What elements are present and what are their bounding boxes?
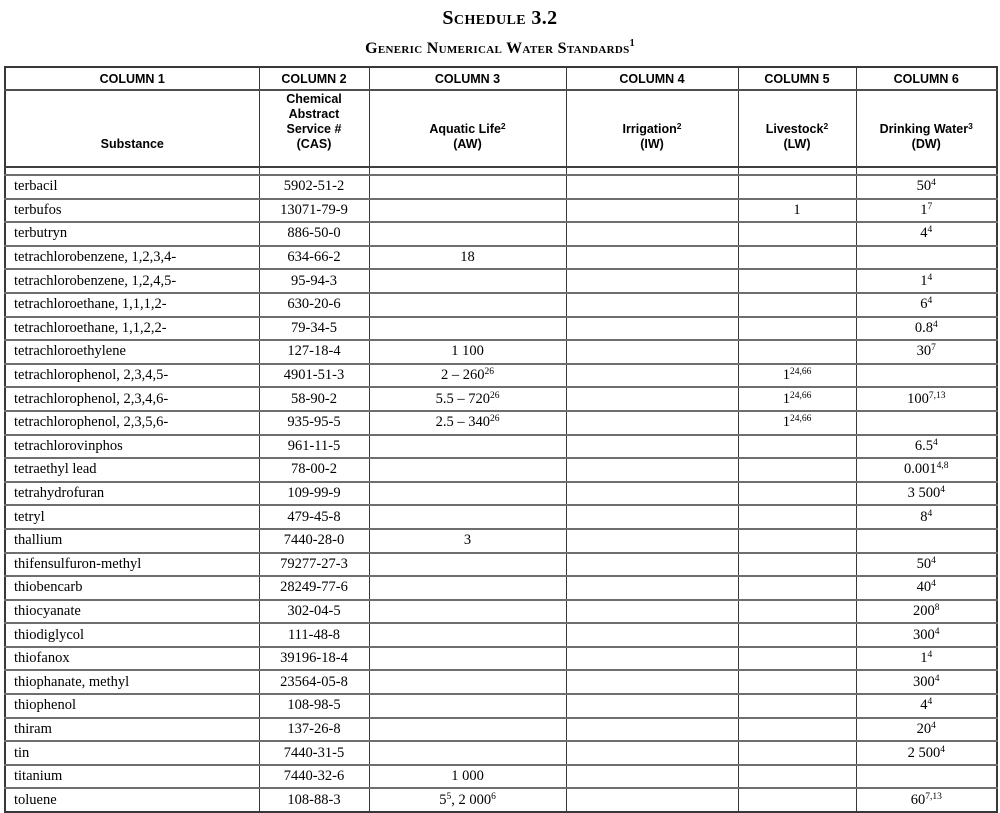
livestock-cell — [738, 788, 856, 812]
table-row — [5, 741, 997, 765]
cas-cell: 28249-77-6 — [259, 576, 369, 600]
substance-cell: tetrachlorophenol, 2,3,4,6- — [5, 387, 259, 411]
cas-cell: 58-90-2 — [259, 387, 369, 411]
substance-cell: terbufos — [5, 199, 259, 223]
irrigation-cell — [566, 387, 738, 411]
table-row — [5, 647, 997, 671]
livestock-cell — [738, 269, 856, 293]
drinking-water-cell: 100$^{7,13}$ — [856, 387, 997, 411]
aquatic-life-cell — [369, 199, 566, 223]
aquatic-life-cell — [369, 293, 566, 317]
livestock-cell: 1$^{24,66}$ — [738, 364, 856, 388]
livestock-cell — [738, 175, 856, 199]
cas-cell: 302-04-5 — [259, 600, 369, 624]
aquatic-life-cell — [369, 623, 566, 647]
cas-cell: 79277-27-3 — [259, 553, 369, 577]
substance-cell: tetrachloroethane, 1,1,2,2- — [5, 317, 259, 341]
drinking-water-cell: $20^4$ — [856, 718, 997, 742]
drinking-water-cell: $30^7$ — [856, 340, 997, 364]
livestock-cell — [738, 647, 856, 671]
substance-cell: thiocyanate — [5, 600, 259, 624]
column-2-header: COLUMN 2 — [259, 67, 369, 90]
substance-cell: tetrachloroethane, 1,1,1,2- — [5, 293, 259, 317]
cas-cell: 108-98-5 — [259, 694, 369, 718]
aquatic-life-cell — [369, 505, 566, 529]
drinking-water-cell — [856, 529, 997, 553]
livestock-cell: 1$^{24,66}$ — [738, 387, 856, 411]
irrigation-cell — [566, 670, 738, 694]
cas-cell: 634-66-2 — [259, 246, 369, 270]
table-row — [5, 340, 997, 364]
cas-cell: 479-45-8 — [259, 505, 369, 529]
irrigation-cell — [566, 505, 738, 529]
aquatic-life-cell — [369, 694, 566, 718]
aquatic-life-cell — [369, 553, 566, 577]
cas-cell: 13071-79-9 — [259, 199, 369, 223]
aquatic-life-cell — [369, 317, 566, 341]
table-row — [5, 293, 997, 317]
substance-cell: tetrachlorophenol, 2,3,4,5- — [5, 364, 259, 388]
aquatic-life-cell: 1 000 — [369, 765, 566, 789]
aquatic-life-cell: $5^5$, 2 $000^6$ — [369, 788, 566, 812]
irrigation-cell — [566, 553, 738, 577]
irrigation-cell — [566, 576, 738, 600]
table-row — [5, 788, 997, 812]
drinking-water-cell — [856, 765, 997, 789]
drinking-water-cell: $50^4$ — [856, 175, 997, 199]
livestock-cell — [738, 718, 856, 742]
substance-cell: thallium — [5, 529, 259, 553]
aquatic-life-cell: 3 — [369, 529, 566, 553]
drinking-water-cell: $50^4$ — [856, 553, 997, 577]
drinking-water-header: Drinking Water$^3$ (DW) — [856, 90, 997, 167]
table-row — [5, 576, 997, 600]
cas-cell: 886-50-0 — [259, 222, 369, 246]
drinking-water-cell: $0.8^4$ — [856, 317, 997, 341]
drinking-water-cell: $300^4$ — [856, 623, 997, 647]
table-row — [5, 317, 997, 341]
cas-cell: 79-34-5 — [259, 317, 369, 341]
table-row — [5, 482, 997, 506]
irrigation-cell — [566, 175, 738, 199]
aquatic-life-cell — [369, 600, 566, 624]
irrigation-cell — [566, 788, 738, 812]
aquatic-life-cell — [369, 269, 566, 293]
table-row — [5, 718, 997, 742]
table-row — [5, 600, 997, 624]
livestock-cell — [738, 317, 856, 341]
irrigation-cell — [566, 718, 738, 742]
drinking-water-cell: 60$^{7,13}$ — [856, 788, 997, 812]
table-row — [5, 387, 997, 411]
livestock-cell — [738, 458, 856, 482]
irrigation-cell — [566, 222, 738, 246]
drinking-water-cell: $40^4$ — [856, 576, 997, 600]
table-row — [5, 246, 997, 270]
drinking-water-cell: $4^4$ — [856, 222, 997, 246]
cas-cell: 7440-31-5 — [259, 741, 369, 765]
substance-cell: toluene — [5, 788, 259, 812]
table-row — [5, 553, 997, 577]
livestock-cell — [738, 765, 856, 789]
table-row — [5, 529, 997, 553]
cas-cell: 7440-28-0 — [259, 529, 369, 553]
irrigation-cell — [566, 765, 738, 789]
substance-cell: tetrachlorophenol, 2,3,5,6- — [5, 411, 259, 435]
livestock-cell — [738, 529, 856, 553]
irrigation-cell — [566, 623, 738, 647]
irrigation-cell — [566, 647, 738, 671]
irrigation-cell — [566, 317, 738, 341]
aquatic-life-cell — [369, 741, 566, 765]
drinking-water-cell: $1^4$ — [856, 269, 997, 293]
cas-cell: 78-00-2 — [259, 458, 369, 482]
drinking-water-cell: $200^8$ — [856, 600, 997, 624]
substance-cell: tin — [5, 741, 259, 765]
substance-cell: terbutryn — [5, 222, 259, 246]
irrigation-cell — [566, 293, 738, 317]
header-separator-row — [5, 167, 997, 175]
irrigation-cell — [566, 741, 738, 765]
page-subtitle: Generic Numerical Water Standards$^1$ — [365, 37, 635, 57]
livestock-cell — [738, 694, 856, 718]
substance-cell: tetryl — [5, 505, 259, 529]
table-row — [5, 222, 997, 246]
cas-cell: 23564-05-8 — [259, 670, 369, 694]
cas-cell: 630-20-6 — [259, 293, 369, 317]
livestock-cell — [738, 623, 856, 647]
livestock-cell — [738, 576, 856, 600]
livestock-cell — [738, 600, 856, 624]
drinking-water-cell: $6^4$ — [856, 293, 997, 317]
aquatic-life-cell — [369, 647, 566, 671]
column-3-header: COLUMN 3 — [369, 67, 566, 90]
substance-cell: thiofanox — [5, 647, 259, 671]
drinking-water-cell — [856, 246, 997, 270]
drinking-water-cell — [856, 411, 997, 435]
table-row — [5, 623, 997, 647]
sub-header-row — [5, 90, 997, 167]
drinking-water-cell: $8^4$ — [856, 505, 997, 529]
aquatic-life-cell — [369, 670, 566, 694]
livestock-cell — [738, 435, 856, 459]
aquatic-life-cell: $2.5 - 340^{26}$ — [369, 411, 566, 435]
livestock-cell — [738, 482, 856, 506]
substance-cell: titanium — [5, 765, 259, 789]
table-row — [5, 175, 997, 199]
livestock-cell — [738, 553, 856, 577]
column-header-row — [5, 67, 997, 90]
substance-cell: tetrachlorobenzene, 1,2,4,5- — [5, 269, 259, 293]
irrigation-cell — [566, 600, 738, 624]
substance-header: Substance — [5, 90, 259, 167]
column-1-header: COLUMN 1 — [5, 67, 259, 90]
aquatic-life-cell — [369, 458, 566, 482]
livestock-cell — [738, 222, 856, 246]
livestock-cell — [738, 340, 856, 364]
cas-cell: 111-48-8 — [259, 623, 369, 647]
aquatic-life-cell: $2 - 260^{26}$ — [369, 364, 566, 388]
cas-header: Chemical Abstract Service # (CAS) — [259, 90, 369, 167]
aquatic-life-cell: 18 — [369, 246, 566, 270]
substance-cell: tetrahydrofuran — [5, 482, 259, 506]
cas-cell: 935-95-5 — [259, 411, 369, 435]
irrigation-cell — [566, 694, 738, 718]
irrigation-cell — [566, 340, 738, 364]
livestock-cell — [738, 293, 856, 317]
substance-cell: tetrachlorobenzene, 1,2,3,4- — [5, 246, 259, 270]
cas-cell: 5902-51-2 — [259, 175, 369, 199]
cas-cell: 961-11-5 — [259, 435, 369, 459]
table-row — [5, 505, 997, 529]
aquatic-life-cell — [369, 576, 566, 600]
irrigation-cell — [566, 411, 738, 435]
aquatic-life-cell — [369, 222, 566, 246]
drinking-water-cell: $1^7$ — [856, 199, 997, 223]
substance-cell: tetrachlorovinphos — [5, 435, 259, 459]
table-row — [5, 435, 997, 459]
drinking-water-cell: 3 $500^4$ — [856, 482, 997, 506]
irrigation-cell — [566, 458, 738, 482]
drinking-water-cell: $4^4$ — [856, 694, 997, 718]
drinking-water-cell: $6.5^4$ — [856, 435, 997, 459]
substance-cell: thiobencarb — [5, 576, 259, 600]
table-row — [5, 411, 997, 435]
livestock-cell: 1$^{24,66}$ — [738, 411, 856, 435]
table-row — [5, 670, 997, 694]
substance-cell: terbacil — [5, 175, 259, 199]
cas-cell: 4901-51-3 — [259, 364, 369, 388]
drinking-water-cell: 2 $500^4$ — [856, 741, 997, 765]
aquatic-life-cell — [369, 718, 566, 742]
irrigation-cell — [566, 246, 738, 270]
substance-cell: thiophanate, methyl — [5, 670, 259, 694]
irrigation-cell — [566, 269, 738, 293]
irrigation-cell — [566, 529, 738, 553]
irrigation-cell — [566, 364, 738, 388]
drinking-water-cell: $1^4$ — [856, 647, 997, 671]
irrigation-cell — [566, 199, 738, 223]
table-row — [5, 765, 997, 789]
cas-cell: 7440-32-6 — [259, 765, 369, 789]
table-row — [5, 694, 997, 718]
drinking-water-cell — [856, 364, 997, 388]
drinking-water-cell: $300^4$ — [856, 670, 997, 694]
column-5-header: COLUMN 5 — [738, 67, 856, 90]
substance-cell: thiodiglycol — [5, 623, 259, 647]
substance-cell: tetraethyl lead — [5, 458, 259, 482]
aquatic-life-cell: $5.5 - 720^{26}$ — [369, 387, 566, 411]
livestock-cell — [738, 246, 856, 270]
livestock-cell — [738, 741, 856, 765]
page-title: Schedule 3.2 — [442, 7, 558, 29]
livestock-header: Livestock$^2$ (LW) — [738, 90, 856, 167]
substance-cell: thifensulfuron-methyl — [5, 553, 259, 577]
column-6-header: COLUMN 6 — [856, 67, 997, 90]
irrigation-cell — [566, 435, 738, 459]
drinking-water-cell: 0.001$^{4,8}$ — [856, 458, 997, 482]
substance-cell: thiophenol — [5, 694, 259, 718]
cas-cell: 137-26-8 — [259, 718, 369, 742]
cas-cell: 39196-18-4 — [259, 647, 369, 671]
cas-cell: 108-88-3 — [259, 788, 369, 812]
livestock-cell — [738, 505, 856, 529]
aquatic-life-cell: 1 100 — [369, 340, 566, 364]
cas-cell: 109-99-9 — [259, 482, 369, 506]
substance-cell: thiram — [5, 718, 259, 742]
table-row — [5, 364, 997, 388]
aquatic-life-header: Aquatic Life$^2$ (AW) — [369, 90, 566, 167]
table-row — [5, 199, 997, 223]
aquatic-life-cell — [369, 175, 566, 199]
cas-cell: 127-18-4 — [259, 340, 369, 364]
irrigation-cell — [566, 482, 738, 506]
irrigation-header: Irrigation$^2$ (IW) — [566, 90, 738, 167]
column-4-header: COLUMN 4 — [566, 67, 738, 90]
aquatic-life-cell — [369, 482, 566, 506]
substance-cell: tetrachloroethylene — [5, 340, 259, 364]
standards-table — [4, 66, 998, 813]
table-row — [5, 269, 997, 293]
livestock-cell — [738, 670, 856, 694]
cas-cell: 95-94-3 — [259, 269, 369, 293]
aquatic-life-cell — [369, 435, 566, 459]
livestock-cell: 1 — [738, 199, 856, 223]
table-row — [5, 458, 997, 482]
